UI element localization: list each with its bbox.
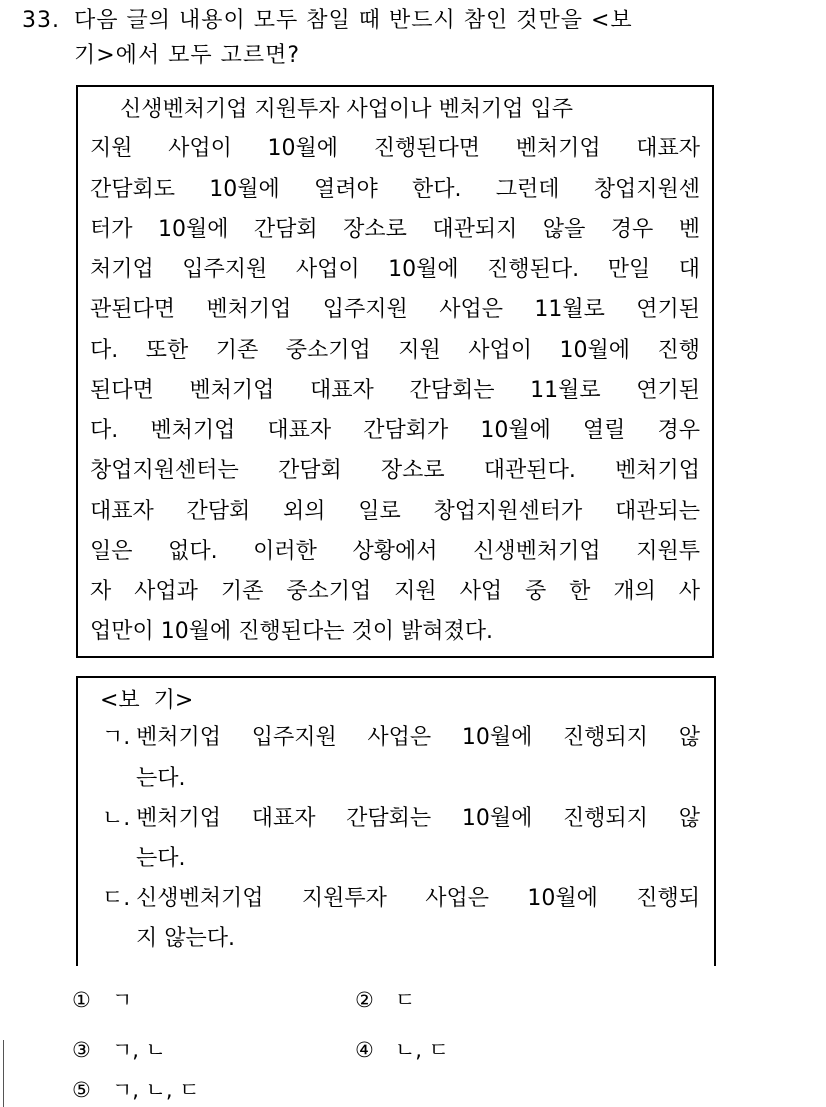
option-number-3: ③ xyxy=(72,1038,91,1062)
passage-line: 일은 없다. 이러한 상황에서 신생벤처기업 지원투 xyxy=(90,539,700,564)
question-text-1: 다음 글의 내용이 모두 참일 때 반드시 참인 것만을 <보 xyxy=(74,8,633,33)
option-number-1: ① xyxy=(72,988,91,1012)
option-number-2: ② xyxy=(355,988,374,1012)
option-number-4: ④ xyxy=(355,1038,374,1062)
passage-line: 업만이 10월에 진행된다는 것이 밝혀졌다. xyxy=(90,619,493,644)
option-2[interactable] xyxy=(355,985,415,1015)
bogi-item-2-line-1: 벤처기업 대표자 간담회는 10월에 진행되지 않 xyxy=(136,806,700,831)
option-text-2: ㄷ xyxy=(395,988,416,1012)
passage-line: 창업지원센터는 간담회 장소로 대관된다. 벤처기업 xyxy=(90,458,700,483)
passage-line: 지원 사업이 10월에 진행된다면 벤처기업 대표자 xyxy=(90,136,700,161)
bogi-box xyxy=(76,676,716,966)
passage-box xyxy=(76,85,714,658)
option-text-5: ㄱ, ㄴ, ㄷ xyxy=(112,1078,200,1102)
bogi-item-1-line-1: 벤처기업 입주지원 사업은 10월에 진행되지 않 xyxy=(136,725,700,750)
option-4[interactable] xyxy=(355,1035,449,1065)
bogi-marker-1: ㄱ. xyxy=(102,725,131,750)
question-number: 33. xyxy=(22,8,60,33)
option-3[interactable] xyxy=(72,1035,166,1065)
bogi-item-2-line-2: 는다. xyxy=(136,846,186,871)
option-text-4: ㄴ, ㄷ xyxy=(395,1038,449,1062)
option-text-3: ㄱ, ㄴ xyxy=(112,1038,166,1062)
passage-line: 처기업 입주지원 사업이 10월에 진행된다. 만일 대 xyxy=(90,257,700,282)
column-divider xyxy=(3,1040,4,1107)
bogi-item-3-line-2: 지 않는다. xyxy=(136,926,235,951)
passage-line: 다. 벤처기업 대표자 간담회가 10월에 열릴 경우 xyxy=(90,418,700,443)
passage-line: 터가 10월에 간담회 장소로 대관되지 않을 경우 벤 xyxy=(90,217,700,242)
option-1[interactable] xyxy=(72,985,132,1015)
bogi-item-1-line-2: 는다. xyxy=(136,766,186,791)
option-text-1: ㄱ xyxy=(112,988,133,1012)
bogi-title: <보 기> xyxy=(100,688,194,713)
bogi-marker-3: ㄷ. xyxy=(102,886,131,911)
bogi-item-3-line-1: 신생벤처기업 지원투자 사업은 10월에 진행되 xyxy=(136,886,700,911)
passage-line: 신생벤처기업 지원투자 사업이나 벤처기업 입주 xyxy=(120,97,574,122)
passage-line: 다. 또한 기존 중소기업 지원 사업이 10월에 진행 xyxy=(90,338,700,363)
bogi-marker-2: ㄴ. xyxy=(102,806,131,831)
question-line-2: 기>에서 모두 고르면? xyxy=(74,43,301,68)
passage-line: 자 사업과 기존 중소기업 지원 사업 중 한 개의 사 xyxy=(90,579,700,604)
option-number-5: ⑤ xyxy=(72,1078,91,1102)
question-line-1 xyxy=(22,6,633,36)
passage-line: 된다면 벤처기업 대표자 간담회는 11월로 연기된 xyxy=(90,378,700,403)
passage-line: 관된다면 벤처기업 입주지원 사업은 11월로 연기된 xyxy=(90,297,700,322)
passage-line: 간담회도 10월에 열려야 한다. 그런데 창업지원센 xyxy=(90,177,700,202)
option-5[interactable] xyxy=(72,1075,200,1105)
passage-line: 대표자 간담회 외의 일로 창업지원센터가 대관되는 xyxy=(90,499,700,524)
